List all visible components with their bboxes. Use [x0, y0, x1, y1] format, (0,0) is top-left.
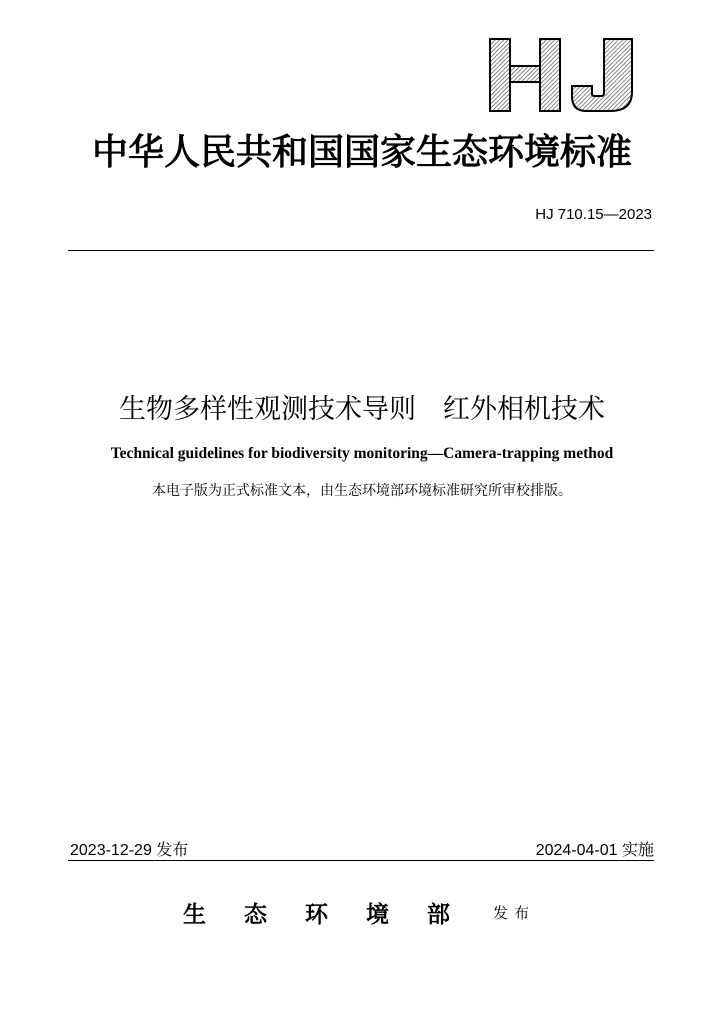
publisher-name: 生态环境部 [183, 901, 488, 928]
implementation-date: 2024-04-01 实施 [535, 842, 654, 859]
organization-title: 中华人民共和国国家生态环境标准 [91, 131, 632, 173]
top-divider [68, 250, 654, 251]
logo-text: HJ [486, 36, 488, 37]
bottom-divider [68, 860, 654, 861]
issue-date: 2023-12-29 发布 [70, 842, 189, 859]
standard-title-english: Technical guidelines for biodiversity monitoring—Camera-trapping method [110, 445, 614, 462]
publish-label: 发布 [493, 904, 536, 922]
standard-number: HJ 710.15—2023 [535, 206, 652, 223]
standard-title-chinese: 生物多样性观测技术导则 红外相机技术 [119, 394, 605, 425]
hj-logo [486, 36, 636, 114]
edition-note: 本电子版为正式标准文本，由生态环境部环境标准研究所审校排版。 [152, 483, 572, 499]
